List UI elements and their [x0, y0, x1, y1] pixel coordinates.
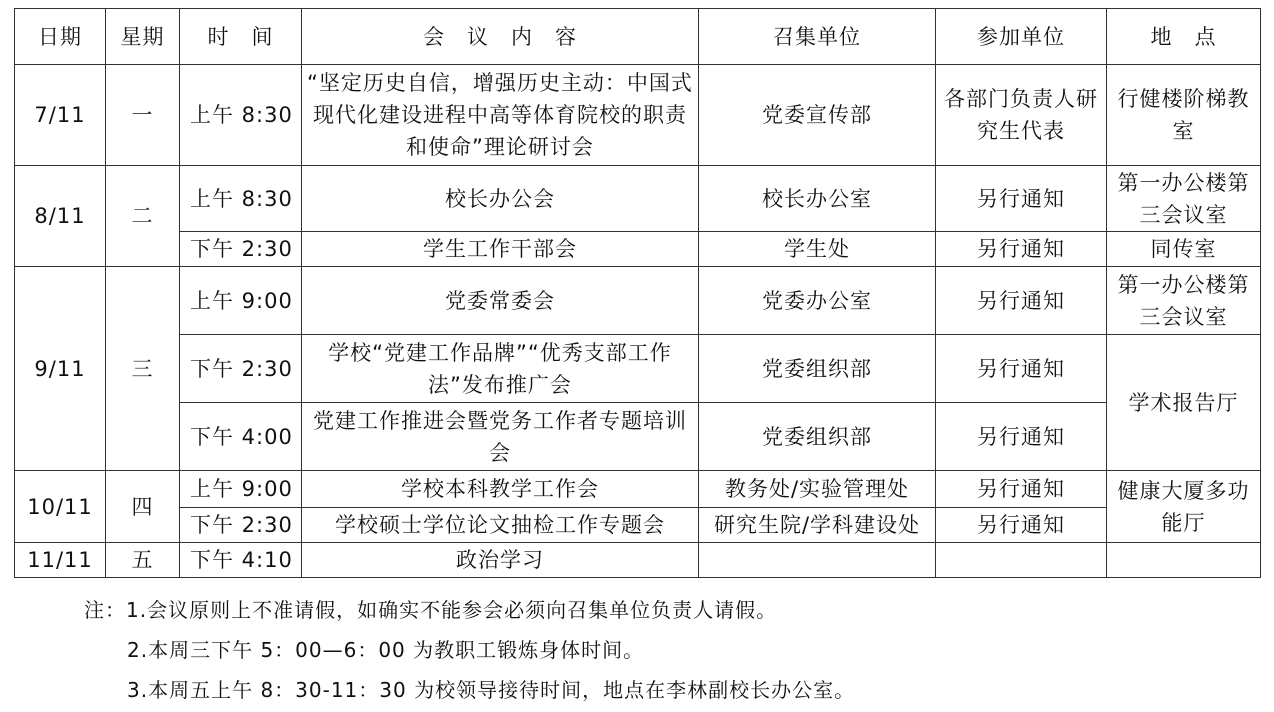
cell-date: 8/11	[15, 166, 106, 267]
cell-location: 健康大厦多功能厅	[1107, 471, 1261, 543]
cell-time: 下午 2:30	[180, 508, 302, 543]
cell-convener: 校长办公室	[699, 166, 936, 232]
cell-weekday: 二	[106, 166, 180, 267]
header-weekday: 星期	[106, 9, 180, 65]
meeting-schedule-table	[14, 8, 1261, 578]
cell-participants: 另行通知	[936, 267, 1107, 335]
cell-content: 学校“党建工作品牌”“优秀支部工作法”发布推广会	[302, 335, 699, 403]
cell-location: 学术报告厅	[1107, 335, 1261, 471]
cell-convener: 研究生院/学科建设处	[699, 508, 936, 543]
header-participants: 参加单位	[936, 9, 1107, 65]
cell-weekday: 三	[106, 267, 180, 471]
header-date: 日期	[15, 9, 106, 65]
cell-convener	[699, 543, 936, 578]
table-row	[15, 403, 1261, 471]
header-content: 会 议 内 容	[302, 9, 699, 65]
header-location: 地 点	[1107, 9, 1261, 65]
cell-date: 10/11	[15, 471, 106, 543]
cell-content: 学生工作干部会	[302, 232, 699, 267]
cell-convener: 党委办公室	[699, 267, 936, 335]
table-row	[15, 543, 1261, 578]
cell-participants	[936, 543, 1107, 578]
table-row	[15, 335, 1261, 403]
table-row	[15, 166, 1261, 232]
note-line-2: 2.本周三下午 5：00—6：00 为教职工锻炼身体时间。	[127, 638, 645, 662]
cell-content: 校长办公会	[302, 166, 699, 232]
cell-time: 上午 8:30	[180, 65, 302, 166]
cell-content: 党委常委会	[302, 267, 699, 335]
table-row	[15, 267, 1261, 335]
cell-time: 上午 8:30	[180, 166, 302, 232]
cell-time: 下午 2:30	[180, 232, 302, 267]
cell-date: 9/11	[15, 267, 106, 471]
cell-weekday: 四	[106, 471, 180, 543]
cell-content: 学校硕士学位论文抽检工作专题会	[302, 508, 699, 543]
cell-convener: 党委宣传部	[699, 65, 936, 166]
notes-section	[84, 590, 855, 710]
cell-date: 7/11	[15, 65, 106, 166]
cell-convener: 学生处	[699, 232, 936, 267]
cell-date: 11/11	[15, 543, 106, 578]
cell-time: 下午 2:30	[180, 335, 302, 403]
table-row	[15, 65, 1261, 166]
table-row	[15, 232, 1261, 267]
cell-content: 学校本科教学工作会	[302, 471, 699, 508]
table-row	[15, 471, 1261, 508]
cell-content: 政治学习	[302, 543, 699, 578]
cell-convener: 党委组织部	[699, 403, 936, 471]
cell-location: 第一办公楼第三会议室	[1107, 267, 1261, 335]
cell-time: 下午 4:10	[180, 543, 302, 578]
cell-convener: 党委组织部	[699, 335, 936, 403]
header-convener: 召集单位	[699, 9, 936, 65]
cell-participants: 另行通知	[936, 403, 1107, 471]
cell-location: 行健楼阶梯教室	[1107, 65, 1261, 166]
cell-participants: 另行通知	[936, 166, 1107, 232]
cell-time: 上午 9:00	[180, 471, 302, 508]
table-row	[15, 508, 1261, 543]
cell-participants: 另行通知	[936, 471, 1107, 508]
cell-location: 第一办公楼第三会议室	[1107, 166, 1261, 232]
cell-content: 党建工作推进会暨党务工作者专题培训会	[302, 403, 699, 471]
cell-location: 同传室	[1107, 232, 1261, 267]
note-line-3: 3.本周五上午 8：30-11：30 为校领导接待时间，地点在李林副校长办公室。	[127, 678, 856, 702]
cell-participants: 另行通知	[936, 232, 1107, 267]
cell-participants: 各部门负责人研究生代表	[936, 65, 1107, 166]
cell-time: 上午 9:00	[180, 267, 302, 335]
cell-time: 下午 4:00	[180, 403, 302, 471]
cell-participants: 另行通知	[936, 335, 1107, 403]
cell-weekday: 一	[106, 65, 180, 166]
cell-content: “坚定历史自信，增强历史主动：中国式现代化建设进程中高等体育院校的职责和使命”理论研讨会	[302, 65, 699, 166]
cell-participants: 另行通知	[936, 508, 1107, 543]
header-time: 时 间	[180, 9, 302, 65]
cell-convener: 教务处/实验管理处	[699, 471, 936, 508]
note-line-1: 注：1.会议原则上不准请假，如确实不能参会必须向召集单位负责人请假。	[84, 598, 778, 622]
cell-location	[1107, 543, 1261, 578]
table-header-row	[15, 9, 1261, 65]
cell-weekday: 五	[106, 543, 180, 578]
